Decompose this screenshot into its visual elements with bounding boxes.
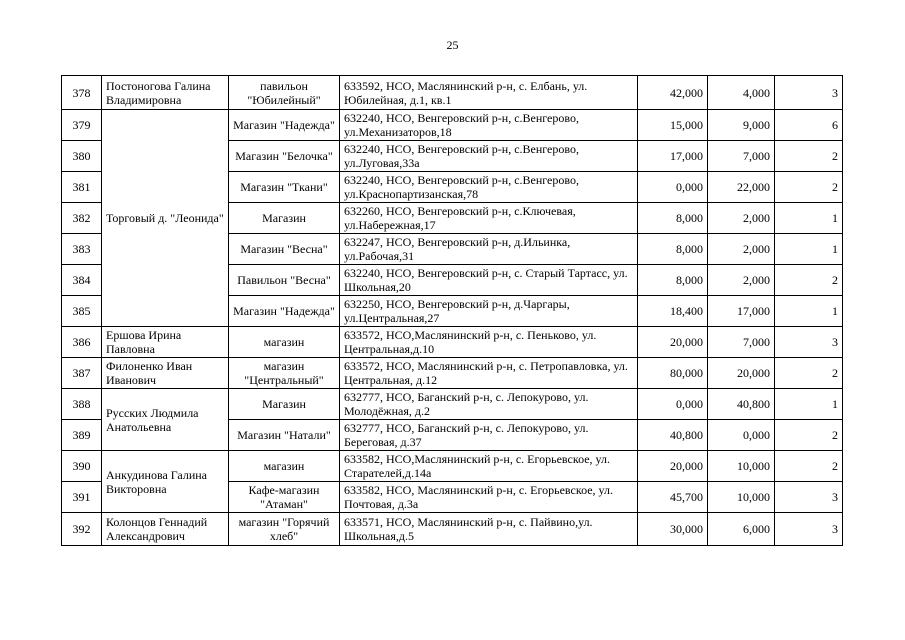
- address: 633571, НСО, Маслянинский р-н, с. Пайвино,ул. Школьная,д.5: [340, 513, 638, 546]
- row-number: 391: [62, 482, 102, 513]
- row-number: 390: [62, 451, 102, 482]
- count: 2: [775, 451, 843, 482]
- value-2: 4,000: [708, 76, 775, 110]
- value-2: 10,000: [708, 451, 775, 482]
- value-1: 18,400: [638, 296, 708, 327]
- owner-name: Торговый д. "Леонида": [102, 110, 229, 327]
- row-number: 385: [62, 296, 102, 327]
- value-1: 8,000: [638, 265, 708, 296]
- row-number: 380: [62, 141, 102, 172]
- count: 2: [775, 172, 843, 203]
- value-2: 6,000: [708, 513, 775, 546]
- object-name: Магазин: [229, 203, 340, 234]
- count: 1: [775, 203, 843, 234]
- object-name: Магазин "Надежда": [229, 110, 340, 141]
- table-row: [62, 389, 843, 420]
- value-2: 7,000: [708, 327, 775, 358]
- owner-name: Филоненко Иван Иванович: [102, 358, 229, 389]
- value-1: 0,000: [638, 389, 708, 420]
- value-1: 30,000: [638, 513, 708, 546]
- row-number: 382: [62, 203, 102, 234]
- object-name: магазин: [229, 327, 340, 358]
- value-1: 42,000: [638, 76, 708, 110]
- value-1: 20,000: [638, 327, 708, 358]
- row-number: 389: [62, 420, 102, 451]
- row-number: 386: [62, 327, 102, 358]
- object-name: Павильон "Весна": [229, 265, 340, 296]
- object-name: магазин: [229, 451, 340, 482]
- value-1: 45,700: [638, 482, 708, 513]
- value-2: 9,000: [708, 110, 775, 141]
- value-1: 0,000: [638, 172, 708, 203]
- address: 633572, НСО,Маслянинский р-н, с. Пеньково, ул. Центральная,д.10: [340, 327, 638, 358]
- value-1: 17,000: [638, 141, 708, 172]
- address: 632240, НСО, Венгеровский р-н, с. Старый Тартасс, ул. Школьная,20: [340, 265, 638, 296]
- address: 632260, НСО, Венгеровский р-н, с.Ключевая, ул.Набережная,17: [340, 203, 638, 234]
- address: 632240, НСО, Венгеровский р-н, с.Венгерово, ул.Краснопартизанская,78: [340, 172, 638, 203]
- value-1: 15,000: [638, 110, 708, 141]
- address: 633592, НСО, Маслянинский р-н, с. Елбань, ул. Юбилейная, д.1, кв.1: [340, 76, 638, 110]
- value-1: 8,000: [638, 234, 708, 265]
- value-1: 80,000: [638, 358, 708, 389]
- table-row: [62, 327, 843, 358]
- table-row: [62, 451, 843, 482]
- owner-name: Постоногова Галина Владимировна: [102, 76, 229, 110]
- address: 633582, НСО,Маслянинский р-н, с. Егорьевское, ул. Старателей,д.14а: [340, 451, 638, 482]
- value-2: 10,000: [708, 482, 775, 513]
- address: 632247, НСО, Венгеровский р-н, д.Ильинка, ул.Рабочая,31: [340, 234, 638, 265]
- count: 3: [775, 327, 843, 358]
- object-name: Магазин "Натали": [229, 420, 340, 451]
- object-name: павильон "Юбилейный": [229, 76, 340, 110]
- value-2: 2,000: [708, 203, 775, 234]
- address: 633572, НСО, Маслянинский р-н, с. Петропавловка, ул. Центральная, д.12: [340, 358, 638, 389]
- address: 632240, НСО, Венгеровский р-н, с.Венгерово, ул.Механизаторов,18: [340, 110, 638, 141]
- value-2: 7,000: [708, 141, 775, 172]
- object-name: Магазин "Надежда": [229, 296, 340, 327]
- value-1: 20,000: [638, 451, 708, 482]
- object-name: Магазин "Весна": [229, 234, 340, 265]
- row-number: 384: [62, 265, 102, 296]
- count: 1: [775, 389, 843, 420]
- page-number: 25: [446, 38, 459, 52]
- count: 2: [775, 420, 843, 451]
- owner-name: Колонцов Геннадий Александрович: [102, 513, 229, 546]
- owner-name: Ершова Ирина Павловна: [102, 327, 229, 358]
- object-name: Кафе-магазин "Атаман": [229, 482, 340, 513]
- count: 1: [775, 234, 843, 265]
- row-number: 378: [62, 76, 102, 110]
- row-number: 388: [62, 389, 102, 420]
- value-1: 40,800: [638, 420, 708, 451]
- object-name: магазин "Центральный": [229, 358, 340, 389]
- address: 633582, НСО, Маслянинский р-н, с. Егорьевское, ул. Почтовая, д.3а: [340, 482, 638, 513]
- value-2: 2,000: [708, 265, 775, 296]
- count: 2: [775, 358, 843, 389]
- count: 3: [775, 482, 843, 513]
- count: 2: [775, 141, 843, 172]
- registry-table: [61, 75, 843, 546]
- table-row: [62, 76, 843, 110]
- row-number: 379: [62, 110, 102, 141]
- address: 632240, НСО, Венгеровский р-н, с.Венгерово, ул.Луговая,33а: [340, 141, 638, 172]
- count: 3: [775, 513, 843, 546]
- row-number: 383: [62, 234, 102, 265]
- value-2: 0,000: [708, 420, 775, 451]
- owner-name: Русских Людмила Анатольевна: [102, 389, 229, 451]
- count: 2: [775, 265, 843, 296]
- count: 1: [775, 296, 843, 327]
- value-2: 20,000: [708, 358, 775, 389]
- value-2: 40,800: [708, 389, 775, 420]
- address: 632777, НСО, Баганский р-н, с. Лепокурово, ул. Береговая, д.37: [340, 420, 638, 451]
- value-1: 8,000: [638, 203, 708, 234]
- object-name: Магазин "Ткани": [229, 172, 340, 203]
- row-number: 381: [62, 172, 102, 203]
- value-2: 17,000: [708, 296, 775, 327]
- count: 3: [775, 76, 843, 110]
- count: 6: [775, 110, 843, 141]
- value-2: 2,000: [708, 234, 775, 265]
- owner-name: Анкудинова Галина Викторовна: [102, 451, 229, 513]
- object-name: Магазин "Белочка": [229, 141, 340, 172]
- table-row: [62, 110, 843, 141]
- value-2: 22,000: [708, 172, 775, 203]
- address: 632250, НСО, Венгеровский р-н, д.Чаргары, ул.Центральная,27: [340, 296, 638, 327]
- table-row: [62, 358, 843, 389]
- object-name: Магазин: [229, 389, 340, 420]
- object-name: магазин "Горячий хлеб": [229, 513, 340, 546]
- row-number: 387: [62, 358, 102, 389]
- address: 632777, НСО, Баганский р-н, с. Лепокурово, ул. Молодёжная, д.2: [340, 389, 638, 420]
- table-row: [62, 513, 843, 546]
- row-number: 392: [62, 513, 102, 546]
